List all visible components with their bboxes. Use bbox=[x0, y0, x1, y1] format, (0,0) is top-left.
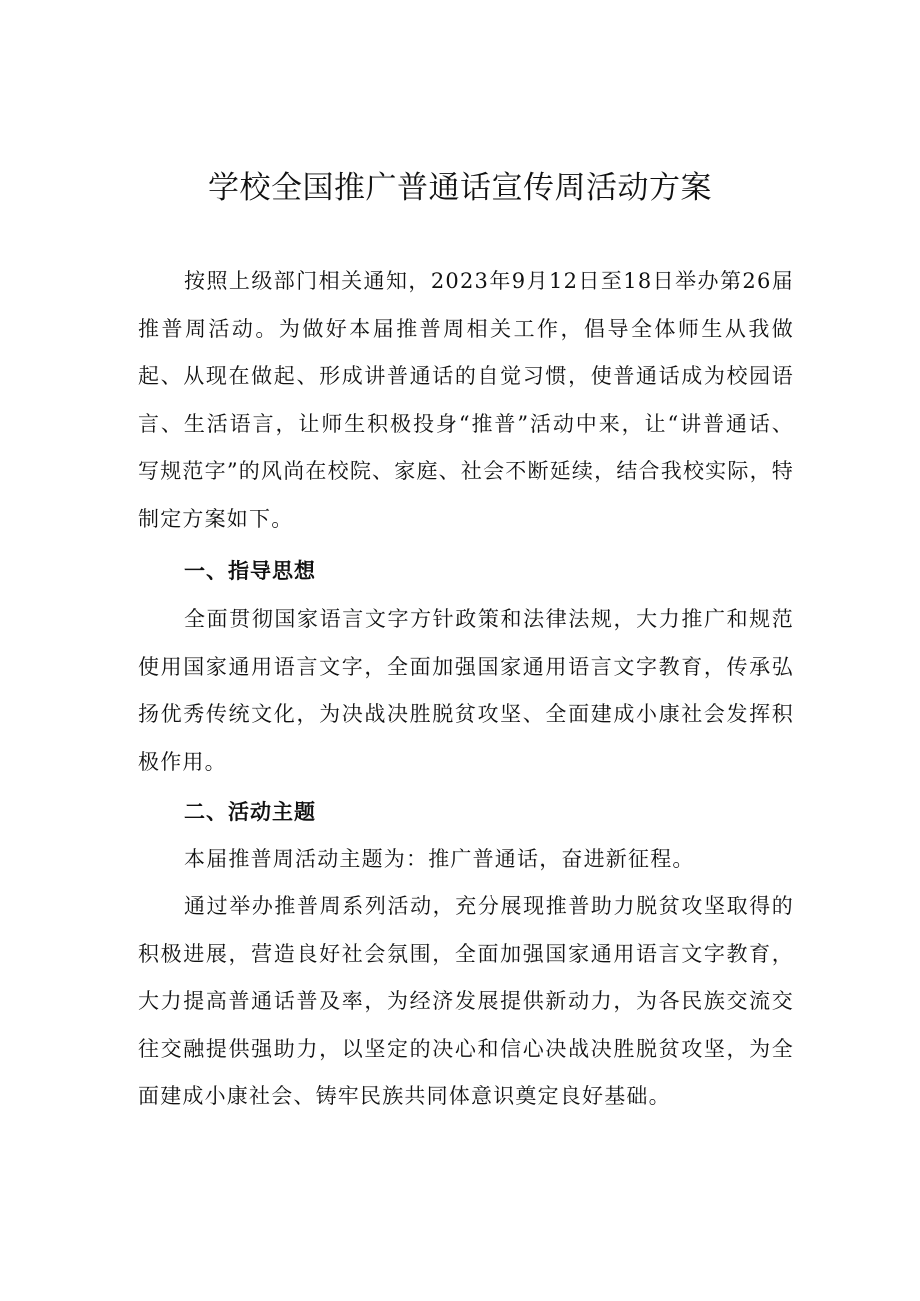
guiding-ideology-paragraph: 全面贯彻国家语言文字方针政策和法律法规，大力推广和规范使用国家通用语言文字，全面加强国家通用语言文字教育，传承弘扬优秀传统文化，为决战决胜脱贫攻坚、全面建成小康社会发挥积极作用。 bbox=[138, 607, 794, 774]
section-heading-activity-theme: 二、活动主题 bbox=[184, 800, 316, 824]
intro-paragraph: 按照上级部门相关通知，2023年9月12日至18日举办第26届推普周活动。为做好本届推普周相关工作，倡导全体师生从我做起、从现在做起、形成讲普通话的自觉习惯，使普通话成为校园语言、生活语言，让师生积极投身“推普”活动中来，让“讲普通话、写规范字”的风尚在校院、家庭、社会不断延续，结合我校实际，特制定方案如下。 bbox=[138, 269, 794, 531]
document-title: 学校全国推广普通话宣传周活动方案 bbox=[208, 170, 712, 206]
section-heading-guiding-ideology: 一、指导思想 bbox=[184, 559, 316, 583]
activity-theme-paragraph: 本届推普周活动主题为：推广普通话，奋进新征程。 bbox=[184, 847, 695, 871]
activity-purpose-paragraph: 通过举办推普周系列活动，充分展现推普助力脱贫攻坚取得的积极进展，营造良好社会氛围，全面加强国家通用语言文字教育，大力提高普通话普及率，为经济发展提供新动力，为各民族交流交往交融提供强助力，以坚定的决心和信心决战决胜脱贫攻坚，为全面建成小康社会、铸牢民族共同体意识奠定良好基础。 bbox=[138, 894, 794, 1108]
